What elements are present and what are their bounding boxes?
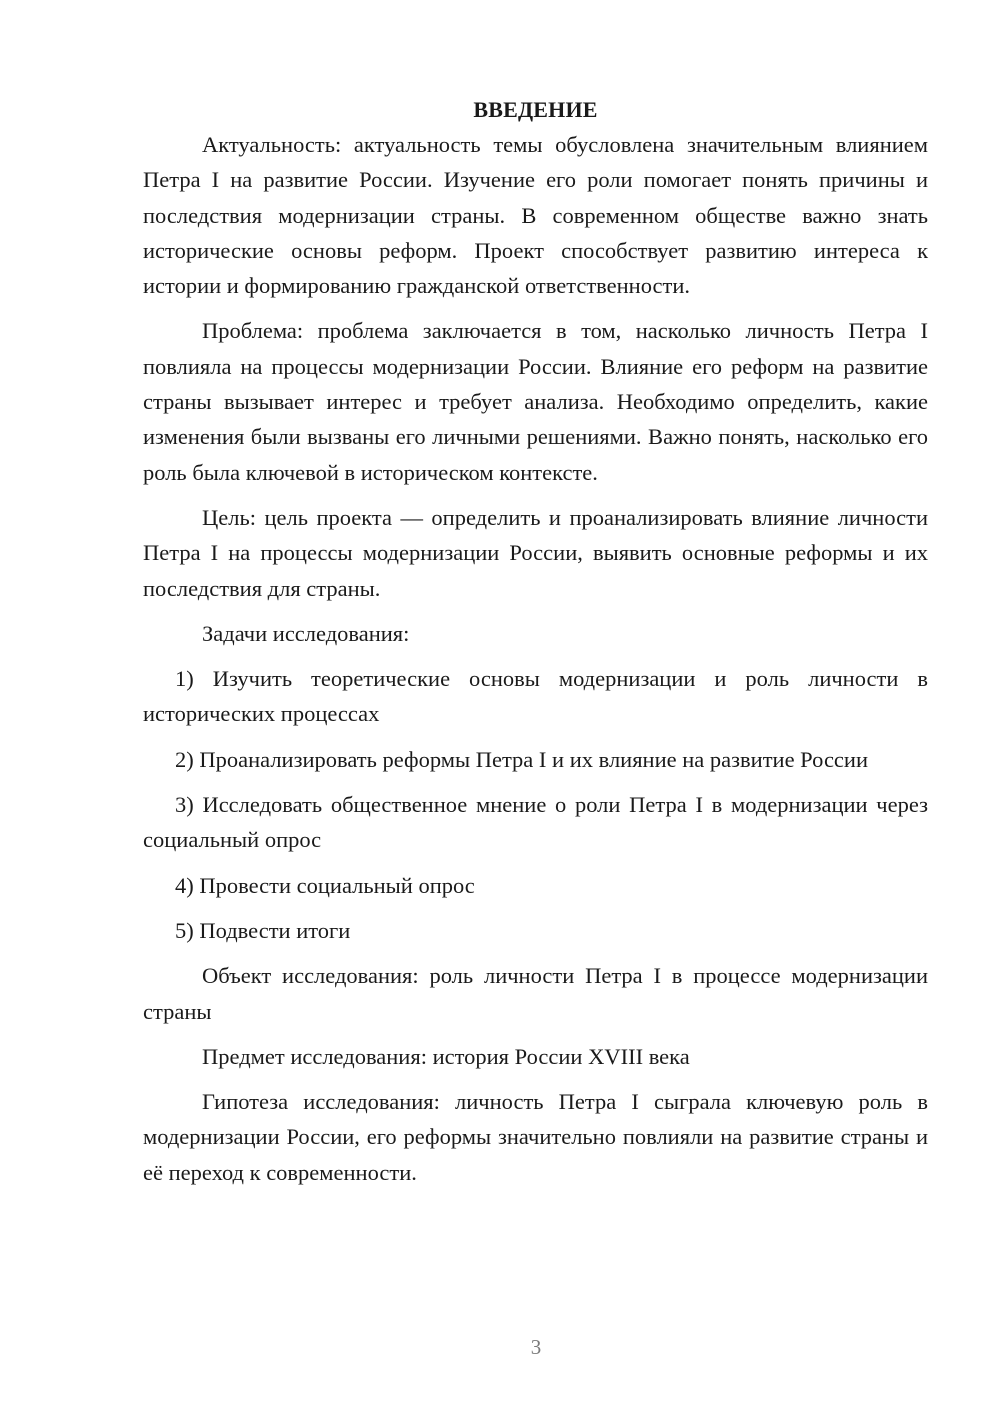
hypothesis-paragraph: Гипотеза исследования: личность Петра I сыграла ключевую роль в модернизации России, его реформы значительно повлияли на развитие страны и её переход к современности. — [143, 1089, 928, 1185]
list-item: 3) Исследовать общественное мнение о роли Петра I в модернизации через социальный опрос — [143, 792, 928, 853]
goal-paragraph: Цель: цель проекта — определить и проанализировать влияние личности Петра I на процессы модернизации России, выявить основные реформы и их последствия для страны. — [143, 504, 928, 601]
list-item: 4) Провести социальный опрос — [175, 872, 475, 898]
problem-paragraph: Проблема: проблема заключается в том, насколько личность Петра I повлияла на процессы модернизации России. Влияние его реформ на развитие страны вызывает интерес и требует анализа. Необходимо определить, какие изменения были вызваны его личными решениями. Важно понять, насколько его роль была ключевой в историческом контексте. — [143, 318, 928, 485]
tasks-heading: Задачи исследования: — [202, 620, 410, 646]
list-item: 1) Изучить теоретические основы модернизации и роль личности в исторических процессах — [143, 666, 928, 727]
object-paragraph: Объект исследования: роль личности Петра I в процессе модернизации страны — [143, 963, 928, 1024]
subject-paragraph: Предмет исследования: история России XVIII века — [202, 1043, 690, 1069]
page-title: ВВЕДЕНИЕ — [473, 97, 598, 122]
document-page — [143, 95, 928, 1200]
relevance-paragraph: Актуальность: актуальность темы обусловлена значительным влиянием Петра I на развитие России. Изучение его роли помогает понять причины и последствия модернизации страны. В современном обществе важно знать исторические основы реформ. Проект способствует развитию интереса к истории и формированию гражданской ответственности. — [143, 132, 928, 299]
list-item: 5) Подвести итоги — [175, 917, 351, 943]
page-number: 3 — [530, 1335, 542, 1359]
tasks-list — [143, 661, 928, 948]
list-item: 2) Проанализировать реформы Петра I и их влияние на развитие России — [175, 746, 868, 772]
